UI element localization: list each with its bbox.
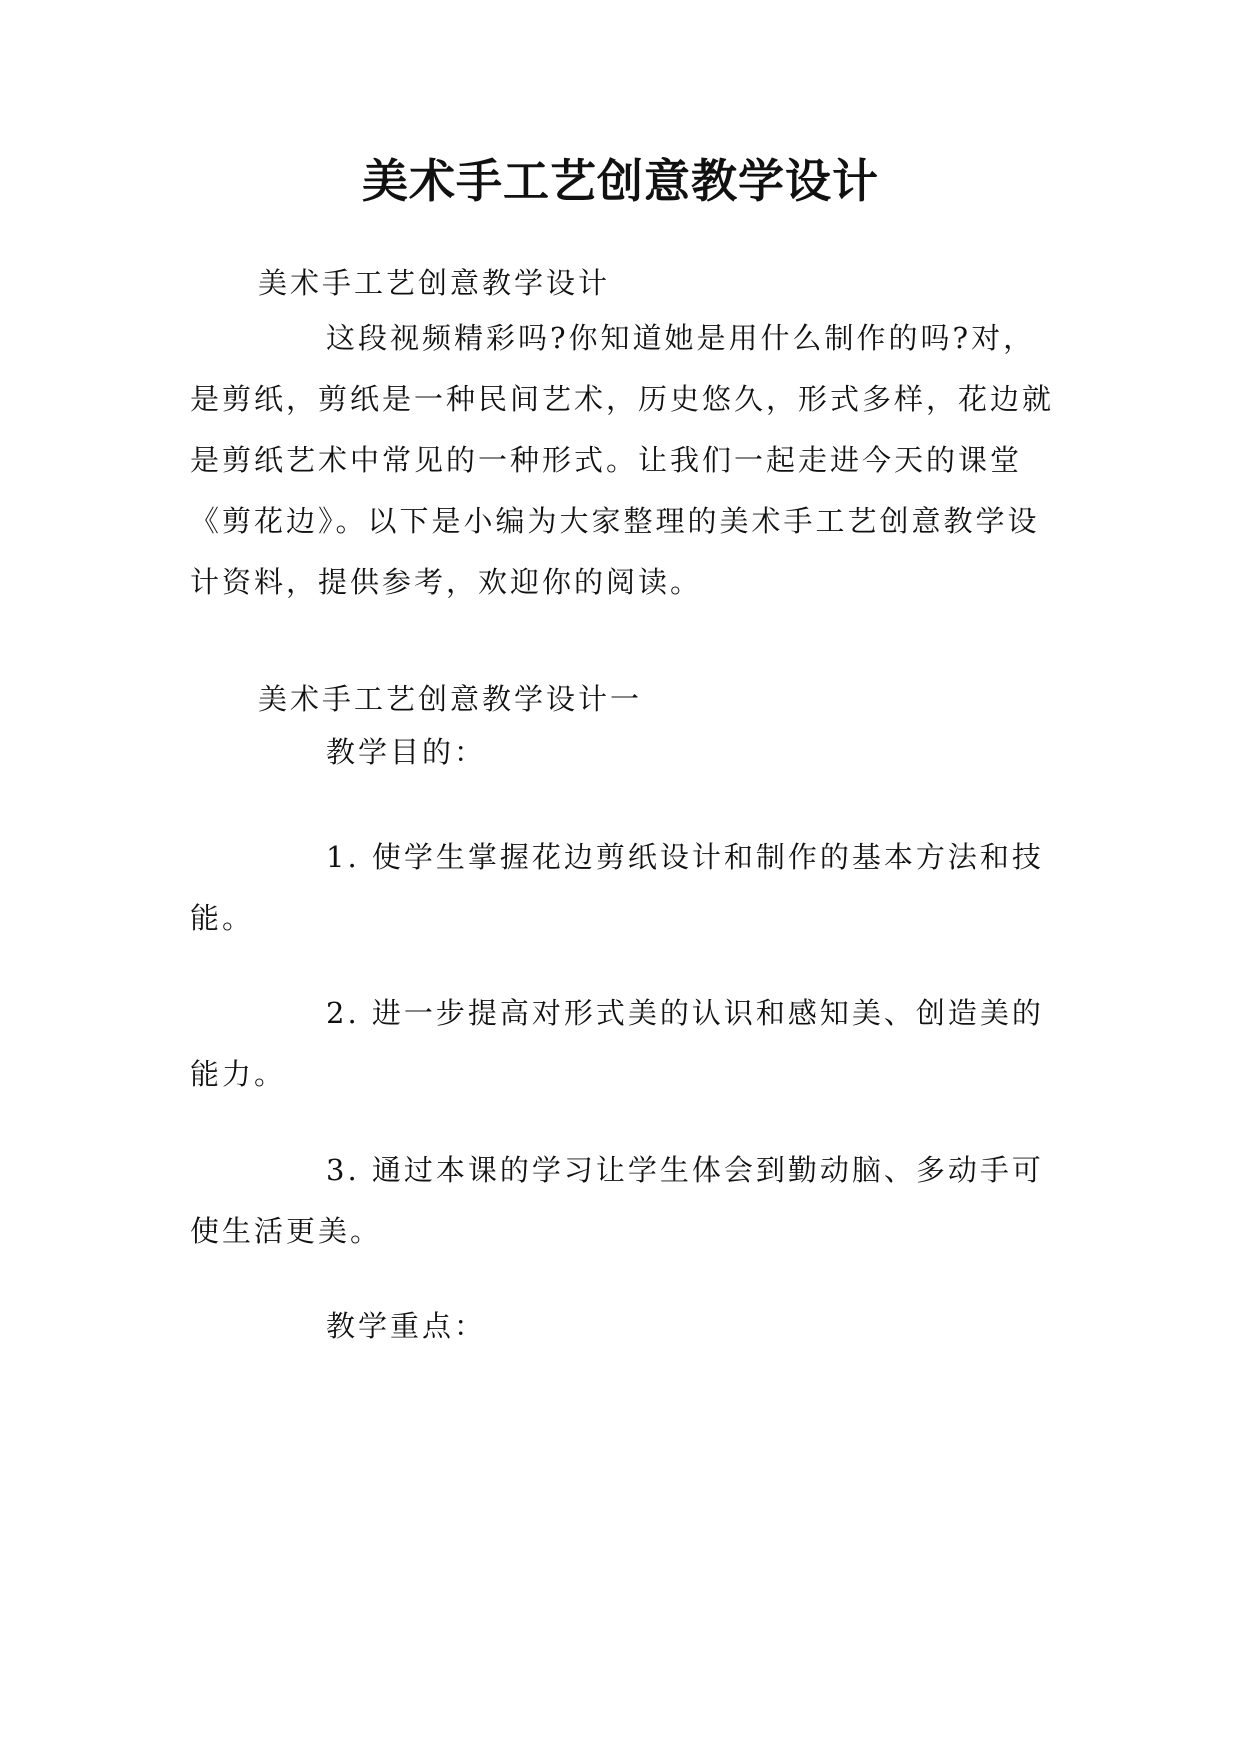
objective-3: 3. 通过本课的学习让学生体会到勤动脑、多动手可使生活更美。 <box>190 1153 1044 1248</box>
objective-1: 1. 使学生掌握花边剪纸设计和制作的基本方法和技能。 <box>190 840 1044 935</box>
section-heading: 美术手工艺创意教学设计一 <box>258 682 643 716</box>
document-subtitle: 美术手工艺创意教学设计 <box>258 266 611 300</box>
document-title: 美术手工艺创意教学设计 <box>362 154 879 208</box>
objective-2: 2. 进一步提高对形式美的认识和感知美、创造美的能力。 <box>190 996 1044 1091</box>
objectives-label: 教学目的： <box>326 735 487 769</box>
intro-paragraph: 这段视频精彩吗?你知道她是用什么制作的吗?对，是剪纸，剪纸是一种民间艺术，历史悠久，形式多样，花边就是剪纸艺术中常见的一种形式。让我们一起走进今天的课堂《剪花边》。以下是小编为大家整理的美术手工艺创意教学设计资料，提供参考，欢迎你的阅读。 <box>190 321 1055 599</box>
key-points-label: 教学重点： <box>326 1309 487 1343</box>
